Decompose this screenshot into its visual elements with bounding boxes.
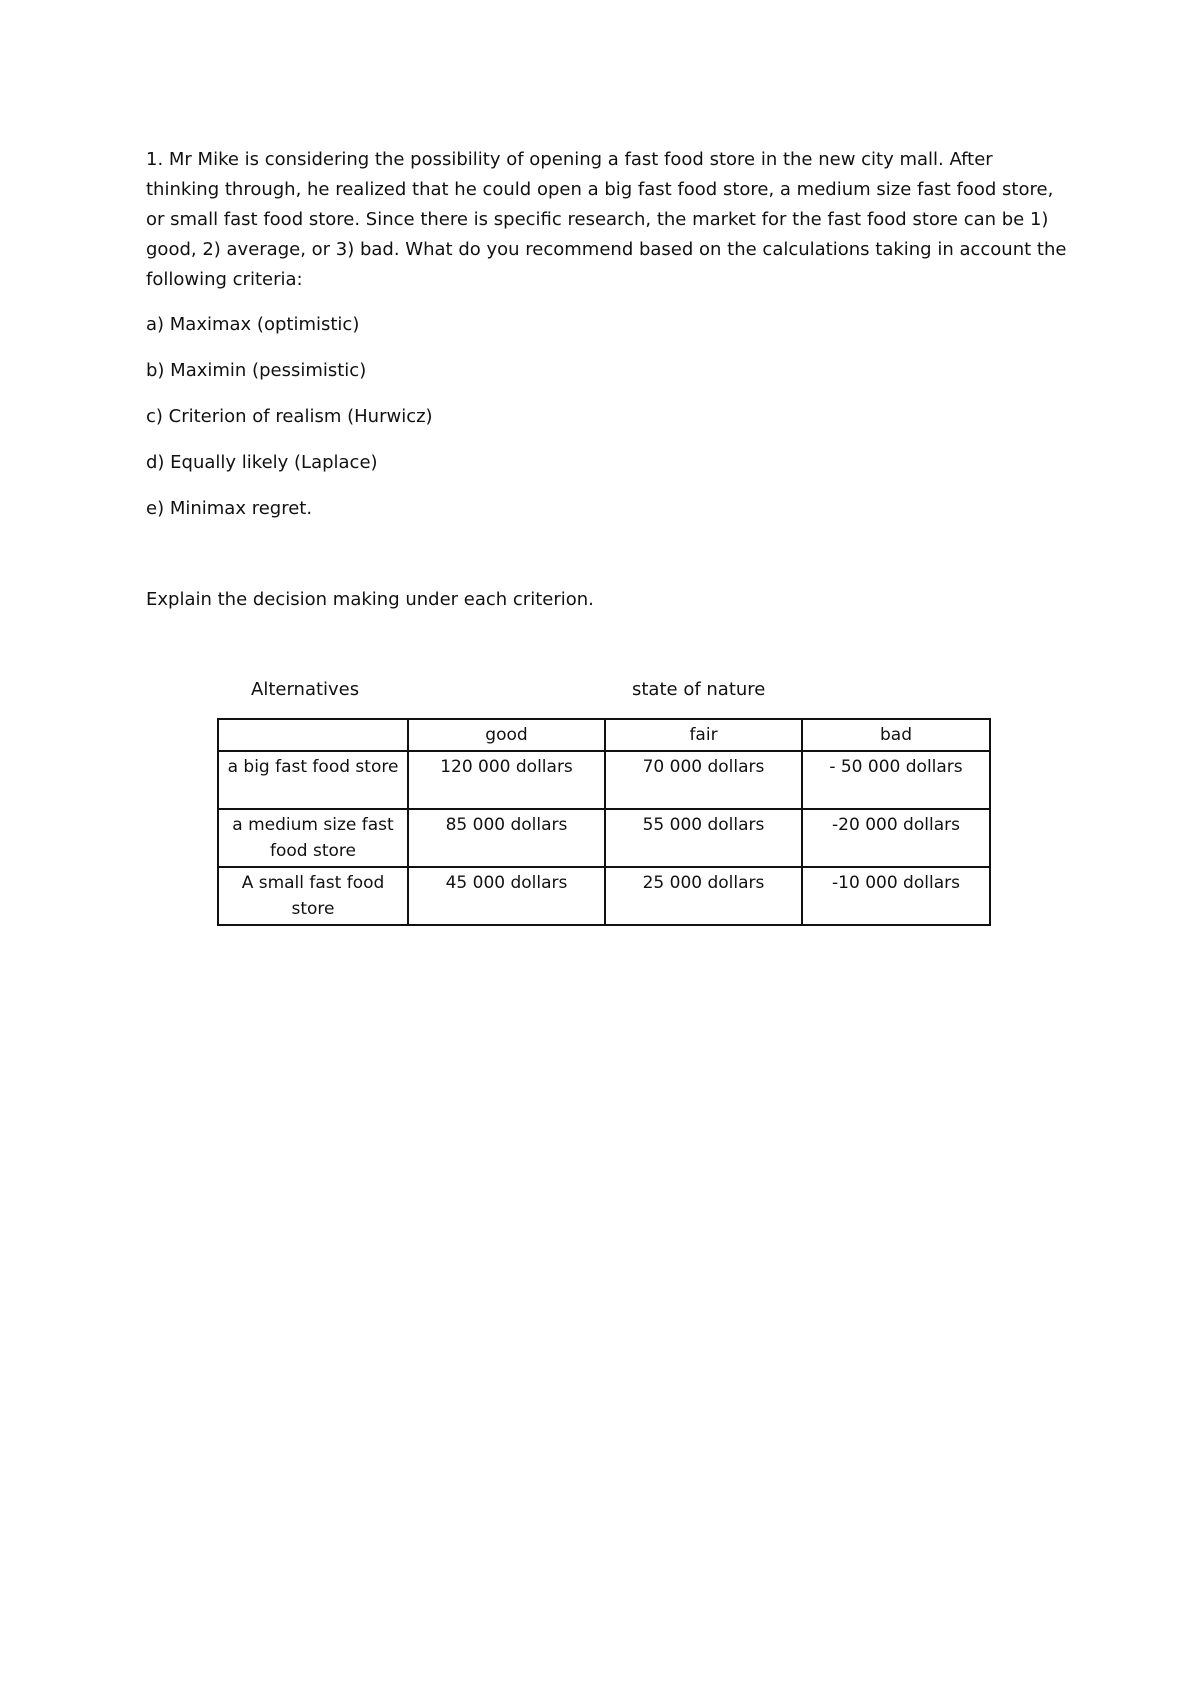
question-line: thinking through, he realized that he could open a big fast food store, a medium size fast food store, (146, 179, 1054, 200)
header-cell-empty (218, 719, 408, 751)
criterion-hurwicz: c) Criterion of realism (Hurwicz) (146, 406, 433, 427)
criterion-maximin: b) Maximin (pessimistic) (146, 360, 367, 381)
bad-value-cell: -20 000 dollars (802, 809, 990, 867)
question-line: or small fast food store. Since there is specific research, the market for the fast food store can be 1) (146, 209, 1049, 230)
good-value-cell: 120 000 dollars (408, 751, 605, 809)
state-of-nature-label: state of nature (632, 679, 766, 700)
table-row (218, 751, 990, 809)
table-row (218, 867, 990, 925)
question-paragraph (146, 145, 1066, 295)
criterion-minimax-regret: e) Minimax regret. (146, 498, 313, 519)
table-row (218, 809, 990, 867)
bad-value-cell: - 50 000 dollars (802, 751, 990, 809)
criterion-laplace: d) Equally likely (Laplace) (146, 452, 378, 473)
fair-value-cell: 25 000 dollars (605, 867, 802, 925)
fair-value-cell: 55 000 dollars (605, 809, 802, 867)
bad-value-cell: -10 000 dollars (802, 867, 990, 925)
header-cell-good: good (408, 719, 605, 751)
good-value-cell: 45 000 dollars (408, 867, 605, 925)
payoff-table (217, 718, 991, 926)
question-line: good, 2) average, or 3) bad. What do you recommend based on the calculations taking in account the (146, 239, 1067, 260)
header-cell-bad: bad (802, 719, 990, 751)
alternatives-label: Alternatives (251, 679, 360, 700)
alternative-name-cell: a medium size fast food store (218, 809, 408, 867)
question-line: following criteria: (146, 269, 303, 290)
good-value-cell: 85 000 dollars (408, 809, 605, 867)
criterion-maximax: a) Maximax (optimistic) (146, 314, 360, 335)
fair-value-cell: 70 000 dollars (605, 751, 802, 809)
alternative-name-cell: a big fast food store (218, 751, 408, 809)
table-header-row (218, 719, 990, 751)
header-cell-fair: fair (605, 719, 802, 751)
question-line: 1. Mr Mike is considering the possibility of opening a fast food store in the new city mall. After (146, 149, 993, 170)
alternative-name-cell: A small fast food store (218, 867, 408, 925)
explain-instruction: Explain the decision making under each criterion. (146, 589, 594, 610)
criteria-list (146, 310, 433, 540)
